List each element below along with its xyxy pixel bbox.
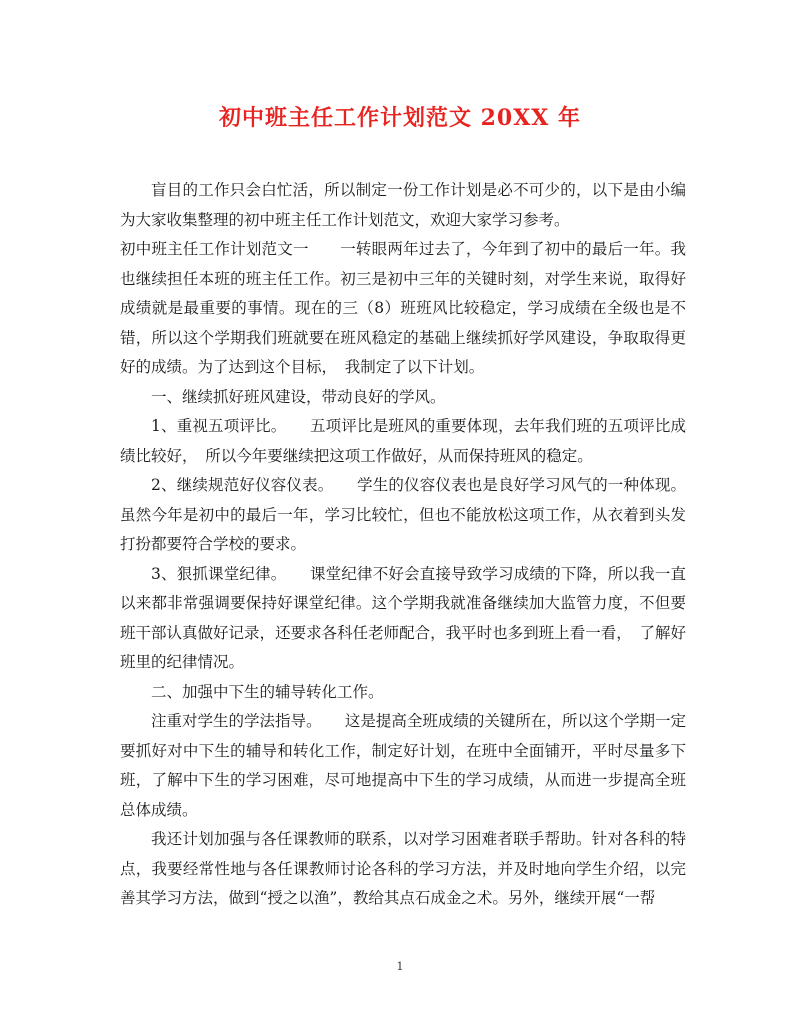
paragraph-item-1: 1、重视五项评比。 五项评比是班风的重要体现，去年我们班的五项评比成绩比较好， 所以今年要继续把这项工作做好，从而保持班风的稳定。 <box>120 417 686 465</box>
paragraph-intro: 盲目的工作只会白忙活，所以制定一份工作计划是必不可少的，以下是由小编为大家收集整理的初中班主任工作计划范文，欢迎大家学习参考。 <box>120 181 686 229</box>
paragraph-study-guidance: 注重对学生的学法指导。 这是提高全班成绩的关键所在，所以这个学期一定要抓好对中下生的辅导和转化工作，制定好计划，在班中全面铺开，平时尽量多下班，了解中下生的学习困难，尽可地提高中下生的学习成绩，从而进一步提高全班总体成绩。 <box>120 712 686 819</box>
paragraph-teacher-liaison: 我还计划加强与各任课教师的联系，以对学习困难者联手帮助。针对各科的特点，我要经常性地与各任课教师讨论各科的学习方法，并及时地向学生介绍，以完善其学习方法，做到“授之以渔”，教给其点石成金之术。另外，继续开展“一帮 <box>120 830 686 907</box>
paragraph-item-2: 2、继续规范好仪容仪表。 学生的仪容仪表也是良好学习风气的一种体现。虽然今年是初中的最后一年，学习比较忙，但也不能放松这项工作，从衣着到头发打扮都要符合学校的要求。 <box>120 476 686 553</box>
heading-section-one: 一、继续抓好班风建设，带动良好的学风。 <box>151 387 446 406</box>
document-title: 初中班主任工作计划范文 20XX 年 <box>218 105 582 131</box>
page-number: 1 <box>396 960 404 973</box>
paragraph-item-3: 3、狠抓课堂纪律。 课堂纪律不好会直接导致学习成绩的下降，所以我一直以来都非常强调要保持好课堂纪律。这个学期我就准备继续加大监管力度，不但要班干部认真做好记录，还要求各科任老师配合，我平时也多到班上看一看， 了解好班里的纪律情况。 <box>120 564 686 671</box>
paragraph-plan-one: 初中班主任工作计划范文一 一转眼两年过去了，今年到了初中的最后一年。我也继续担任本班的班主任工作。初三是初中三年的关键时刻，对学生来说，取得好成绩就是最重要的事情。现在的三（8）班班风比较稳定，学习成绩在全级也是不错，所以这个学期我们班就要在班风稳定的基础上继续抓好学风建设，争取取得更好的成绩。为了达到这个目标， 我制定了以下计划。 <box>120 240 686 376</box>
heading-section-two: 二、加强中下生的辅导转化工作。 <box>151 682 384 701</box>
document-body <box>120 176 686 914</box>
